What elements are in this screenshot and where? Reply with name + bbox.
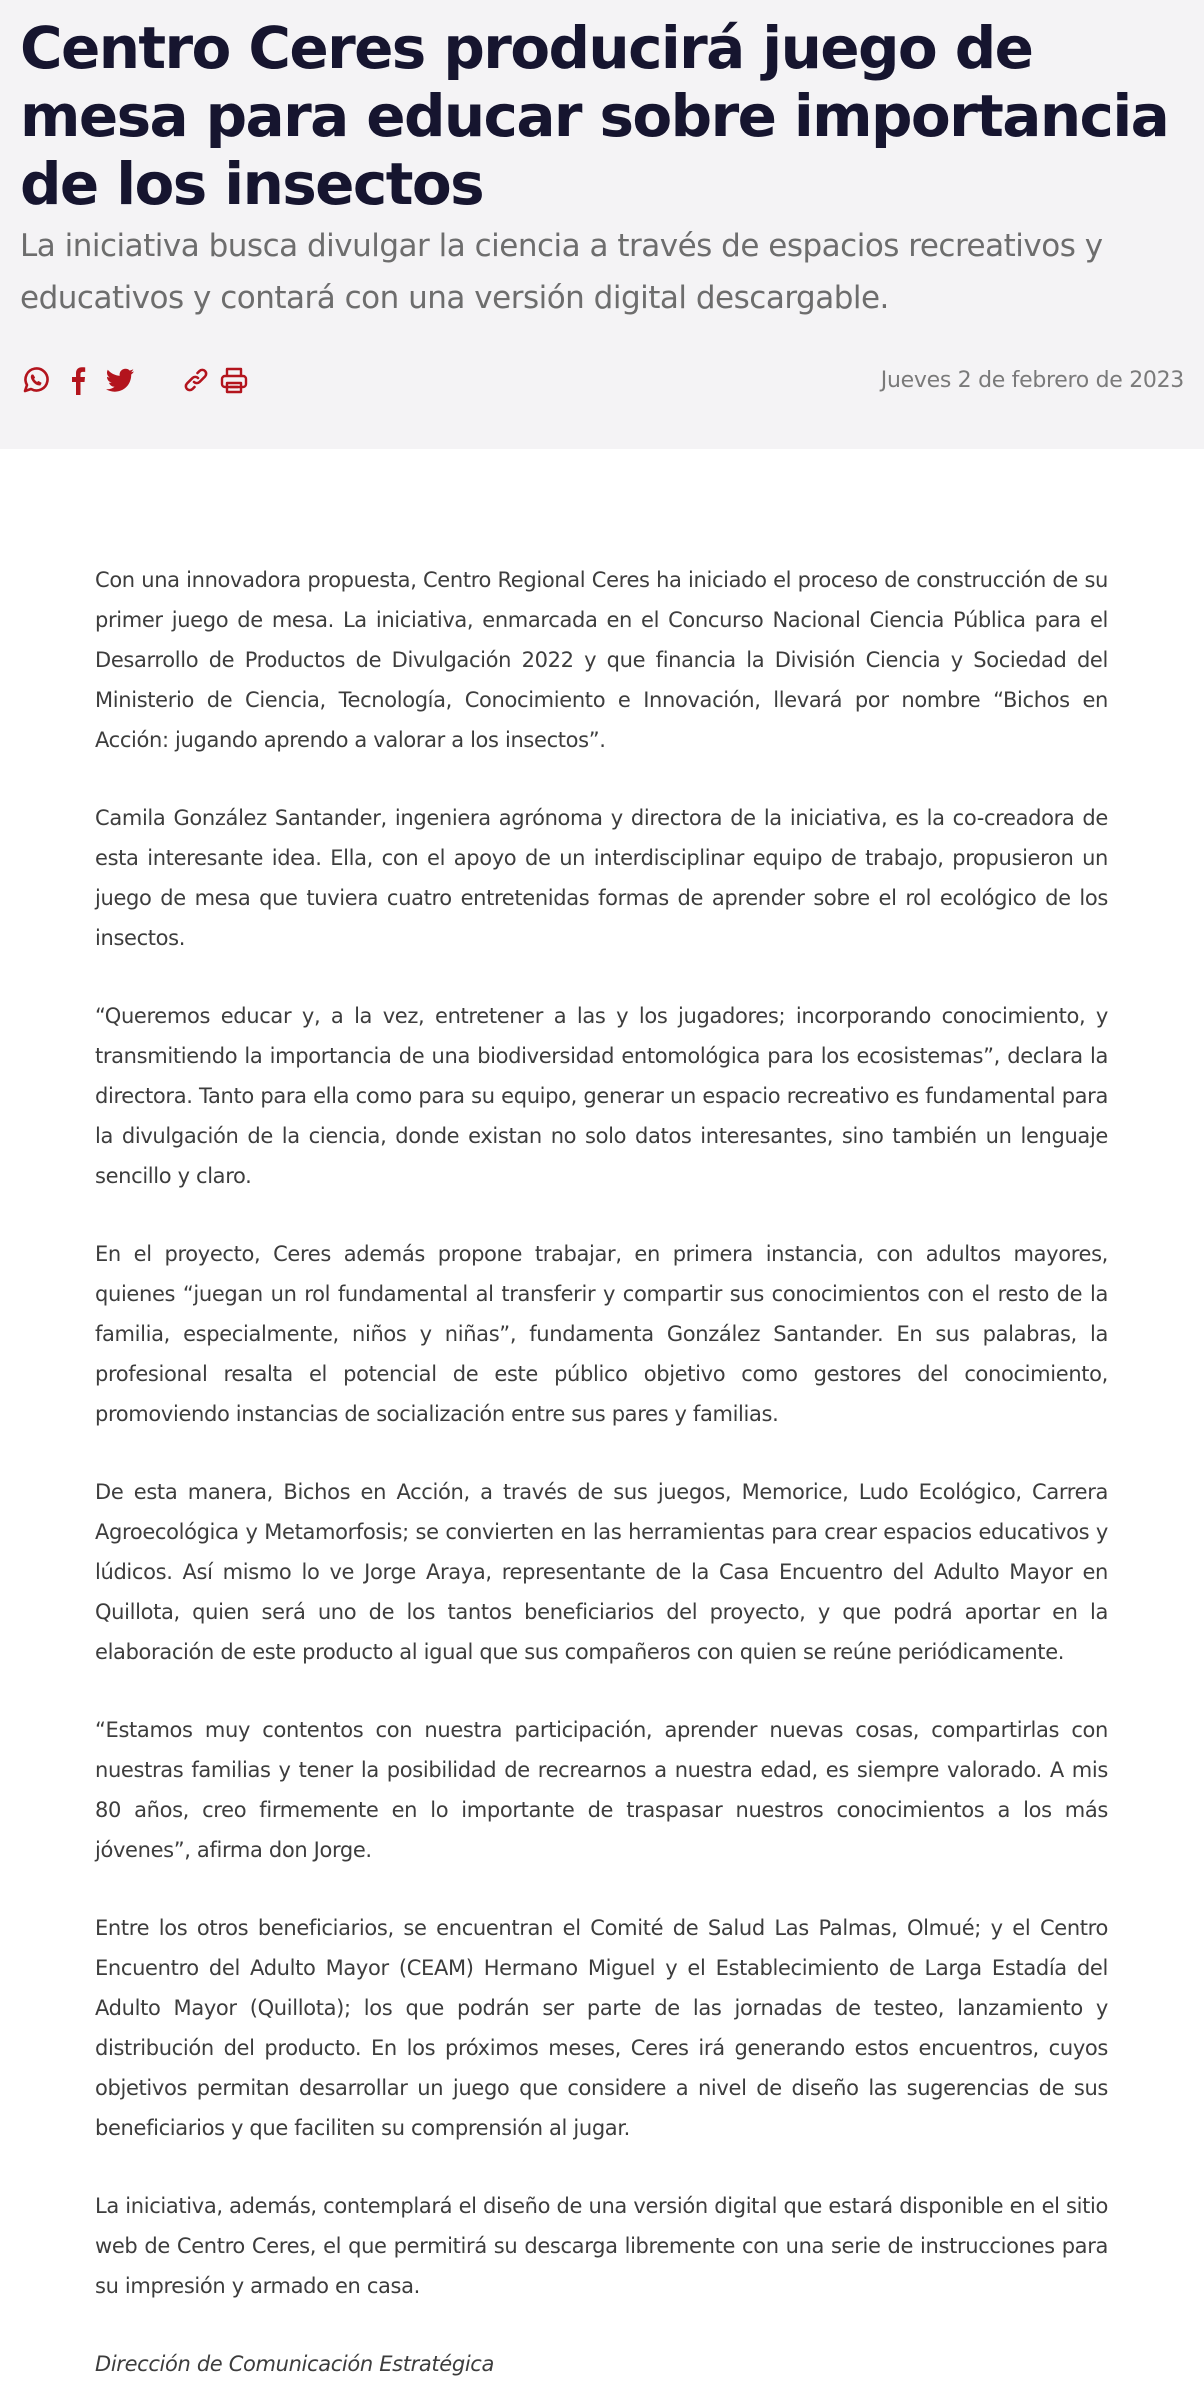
paragraph: Con una innovadora propuesta, Centro Regional Ceres ha iniciado el proceso de construcción de su primer juego de mesa. La iniciativa, enmarcada en el Concurso Nacional Ciencia Pública para el Desarrollo de Productos de Divulgación 2022 y que financia la División Ciencia y Sociedad del Ministerio de Ciencia, Tecnología, Conocimiento e Innovación, llevará por nombre “Bichos en Acción: jugando aprendo a valorar a los insectos”. <box>95 568 1108 752</box>
print-icon[interactable] <box>218 364 250 396</box>
paragraph: “Queremos educar y, a la vez, entretener a las y los jugadores; incorporando conocimiento, y transmitiendo la importancia de una biodiversidad entomológica para los ecosistemas”, declara la directora. Tanto para ella como para su equipo, generar un espacio recreativo es fundamental para la divulgación de la ciencia, donde existan no solo datos interesantes, sino también un lenguaje sencillo y claro. <box>95 1004 1108 1188</box>
paragraph: La iniciativa, además, contemplará el diseño de una versión digital que estará disponible en el sitio web de Centro Ceres, el que permitirá su descarga libremente con una serie de instrucciones para su impresión y armado en casa. <box>95 2194 1108 2298</box>
whatsapp-icon[interactable] <box>20 364 52 396</box>
author-signature: Dirección de Comunicación Estratégica <box>95 2352 495 2376</box>
paragraph: En el proyecto, Ceres además propone trabajar, en primera instancia, con adultos mayores, quienes “juegan un rol fundamental al transferir y compartir sus conocimientos con el resto de la familia, especialmente, niños y niñas”, fundamenta González Santander. En sus palabras, la profesional resalta el potencial de este público objetivo como gestores del conocimiento, promoviendo instancias de socialización entre sus pares y familias. <box>95 1242 1108 1426</box>
publish-date: Jueves 2 de febrero de 2023 <box>880 368 1184 393</box>
article-body <box>95 560 1108 2384</box>
share-bar <box>20 364 1184 400</box>
article-header <box>0 0 1204 449</box>
link-icon[interactable] <box>180 364 212 396</box>
paragraph: “Estamos muy contentos con nuestra participación, aprender nuevas cosas, compartirlas con nuestras familias y tener la posibilidad de recrearnos a nuestra edad, es siempre valorado. A mis 80 años, creo firmemente en lo importante de traspasar nuestros conocimientos a los más jóvenes”, afirma don Jorge. <box>95 1718 1108 1862</box>
article-subtitle: La iniciativa busca divulgar la ciencia a través de espacios recreativos y educativos y contará con una versión digital descargable. <box>20 228 1103 316</box>
twitter-icon[interactable] <box>104 364 136 396</box>
paragraph: Camila González Santander, ingeniera agrónoma y directora de la iniciativa, es la co-creadora de esta interesante idea. Ella, con el apoyo de un interdisciplinar equipo de trabajo, propusieron un juego de mesa que tuviera cuatro entretenidas formas de aprender sobre el rol ecológico de los insectos. <box>95 806 1108 950</box>
facebook-icon[interactable] <box>62 364 94 396</box>
article-title: Centro Ceres producirá juego de mesa para educar sobre importancia de los insectos <box>20 14 1169 218</box>
paragraph: Entre los otros beneficiarios, se encuentran el Comité de Salud Las Palmas, Olmué; y el Centro Encuentro del Adulto Mayor (CEAM) Hermano Miguel y el Establecimiento de Larga Estadía del Adulto Mayor (Quillota); los que podrán ser parte de las jornadas de testeo, lanzamiento y distribución del producto. En los próximos meses, Ceres irá generando estos encuentros, cuyos objetivos permitan desarrollar un juego que considere a nivel de diseño las sugerencias de sus beneficiarios y que faciliten su comprensión al jugar. <box>95 1916 1108 2140</box>
paragraph: De esta manera, Bichos en Acción, a través de sus juegos, Memorice, Ludo Ecológico, Carrera Agroecológica y Metamorfosis; se convierten en las herramientas para crear espacios educativos y lúdicos. Así mismo lo ve Jorge Araya, representante de la Casa Encuentro del Adulto Mayor en Quillota, quien será uno de los tantos beneficiarios del proyecto, y que podrá aportar en la elaboración de este producto al igual que sus compañeros con quien se reúne periódicamente. <box>95 1480 1108 1664</box>
